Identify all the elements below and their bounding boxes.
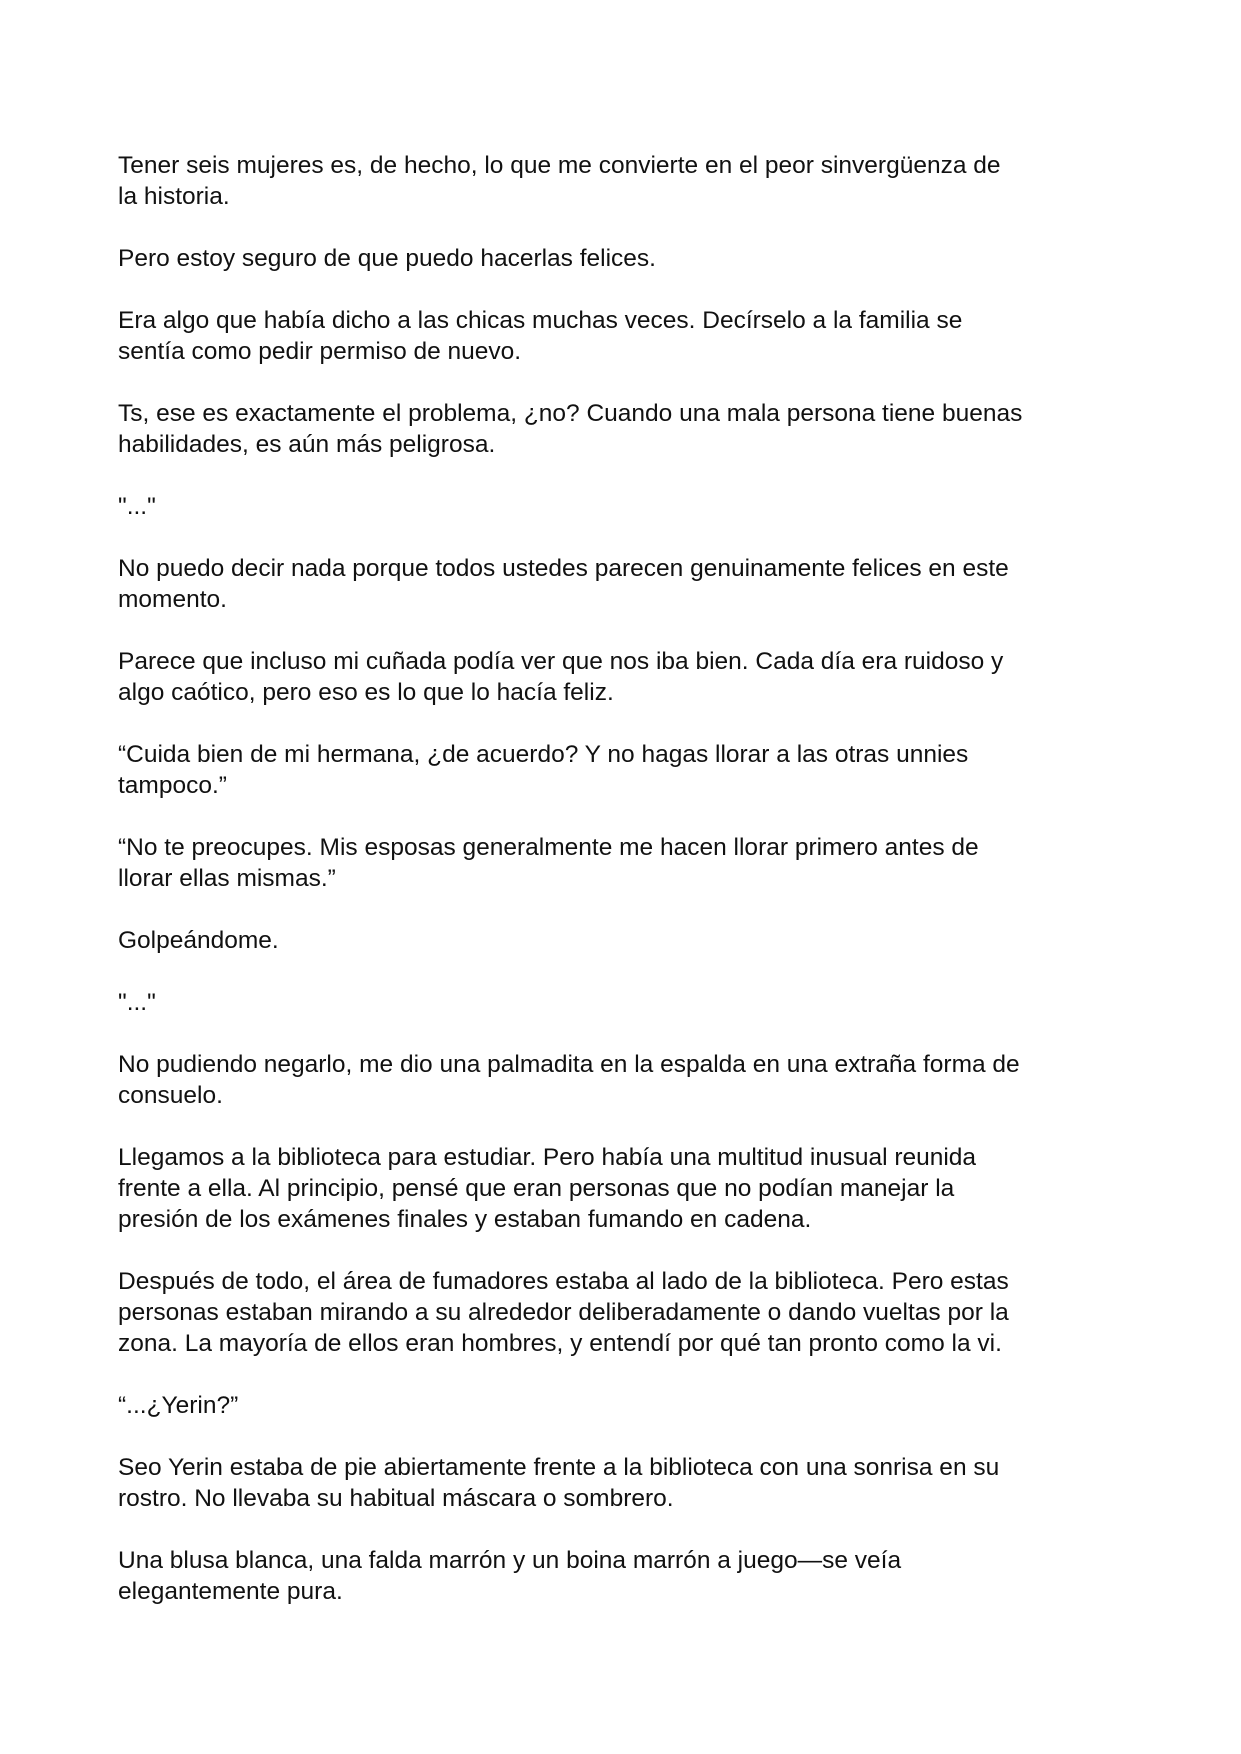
document-page — [118, 150, 1138, 1638]
paragraph-11: "..." — [118, 989, 156, 1016]
paragraph-6: No puedo decir nada porque todos ustedes parecen genuinamente felices en este momento. — [118, 555, 1009, 613]
paragraph-16: Seo Yerin estaba de pie abiertamente frente a la biblioteca con una sonrisa en su rostro. No llevaba su habitual máscara o sombrero. — [118, 1454, 1000, 1512]
paragraph-8: “Cuida bien de mi hermana, ¿de acuerdo? Y no hagas llorar a las otras unnies tampoco.” — [118, 741, 969, 799]
paragraph-12: No pudiendo negarlo, me dio una palmadita en la espalda en una extraña forma de consuelo. — [118, 1051, 1020, 1109]
paragraph-13: Llegamos a la biblioteca para estudiar. Pero había una multitud inusual reunida frente a ella. Al principio, pensé que eran personas que no podían manejar la presión de los exámenes finales y estaban fumando en cadena. — [118, 1144, 977, 1233]
paragraph-3: Era algo que había dicho a las chicas muchas veces. Decírselo a la familia se sentía como pedir permiso de nuevo. — [118, 307, 963, 365]
paragraph-2: Pero estoy seguro de que puedo hacerlas felices. — [118, 245, 656, 272]
paragraph-4: Ts, ese es exactamente el problema, ¿no? Cuando una mala persona tiene buenas habilidades, es aún más peligrosa. — [118, 400, 1023, 458]
paragraph-17: Una blusa blanca, una falda marrón y un boina marrón a juego—se veía elegantemente pura. — [118, 1547, 902, 1605]
paragraph-10: Golpeándome. — [118, 927, 279, 954]
paragraph-1: Tener seis mujeres es, de hecho, lo que me convierte en el peor sinvergüenza de la historia. — [118, 152, 1001, 210]
paragraph-7: Parece que incluso mi cuñada podía ver que nos iba bien. Cada día era ruidoso y algo caótico, pero eso es lo que lo hacía feliz. — [118, 648, 1004, 706]
paragraph-9: “No te preocupes. Mis esposas generalmente me hacen llorar primero antes de llorar ellas mismas.” — [118, 834, 979, 892]
paragraph-14: Después de todo, el área de fumadores estaba al lado de la biblioteca. Pero estas personas estaban mirando a su alrededor deliberadamente o dando vueltas por la zona. La mayoría de ellos eran hombres, y entendí por qué tan pronto como la vi. — [118, 1268, 1009, 1357]
paragraph-5: "..." — [118, 493, 156, 520]
paragraph-15: “...¿Yerin?” — [118, 1392, 239, 1419]
